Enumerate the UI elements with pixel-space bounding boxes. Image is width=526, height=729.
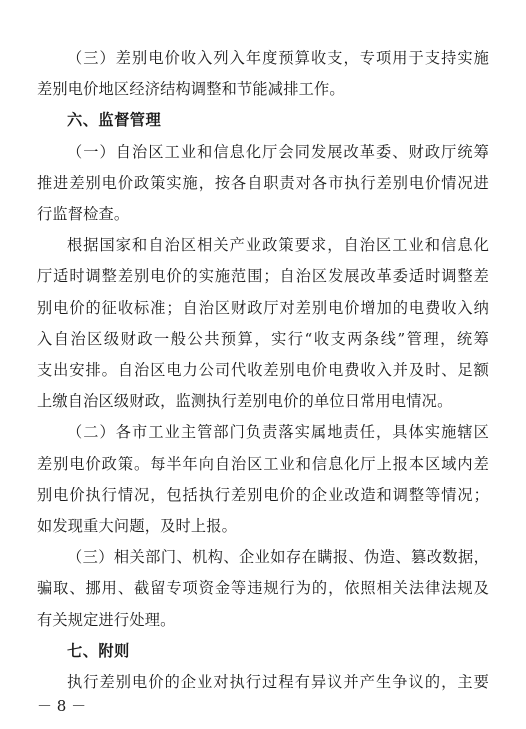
body-text-line: 支出安排。自治区电力公司代收差别电价电费收入并及时、足额 <box>37 361 489 379</box>
body-text-line: 差别电价地区经济结构调整和节能减排工作。 <box>37 80 345 99</box>
body-text-line: 执行差别电价的企业对执行过程有异议并产生争议的，主要 <box>67 673 489 691</box>
body-text-line: 别电价执行情况，包括执行差别电价的企业改造和调整等情况； <box>37 485 489 504</box>
body-text-line: 有关规定进行处理。 <box>37 610 176 629</box>
section-heading: 七、附则 <box>67 641 130 660</box>
body-text-line: （三）差别电价收入列入年度预算收支，专项用于支持实施 <box>67 49 489 67</box>
body-text-line: 别电价的征收标准；自治区财政厅对差别电价增加的电费收入纳 <box>37 298 489 317</box>
page-number: － 8 － <box>37 697 87 715</box>
section-heading: 六、监督管理 <box>67 111 162 130</box>
body-text-line: 差别电价政策。每半年向自治区工业和信息化厅上报本区域内差 <box>37 454 489 473</box>
body-text-line: 上缴自治区级财政，监测执行差别电价的单位日常用电情况。 <box>37 392 453 411</box>
body-text-line: 骗取、挪用、截留专项资金等违规行为的，依照相关法律法规及 <box>37 579 489 598</box>
body-text-line: 厅适时调整差别电价的实施范围；自治区发展改革委适时调整差 <box>37 267 489 286</box>
body-text-line: （二）各市工业主管部门负责落实属地责任，具体实施辖区 <box>67 423 489 442</box>
body-text-line: （一）自治区工业和信息化厅会同发展改革委、财政厅统筹 <box>67 142 489 161</box>
body-text-line: 推进差别电价政策实施，按各自职责对各市执行差别电价情况进 <box>37 173 489 192</box>
body-text-line: 如发现重大问题，及时上报。 <box>37 517 238 535</box>
body-text-line: 根据国家和自治区相关产业政策要求，自治区工业和信息化 <box>67 236 489 255</box>
body-text-line: 入自治区级财政一般公共预算，实行“收支两条线”管理，统筹 <box>37 329 489 348</box>
body-text-line: （三）相关部门、机构、企业如存在瞒报、伪造、篡改数据， <box>67 548 489 567</box>
body-text-line: 行监督检查。 <box>37 205 130 223</box>
